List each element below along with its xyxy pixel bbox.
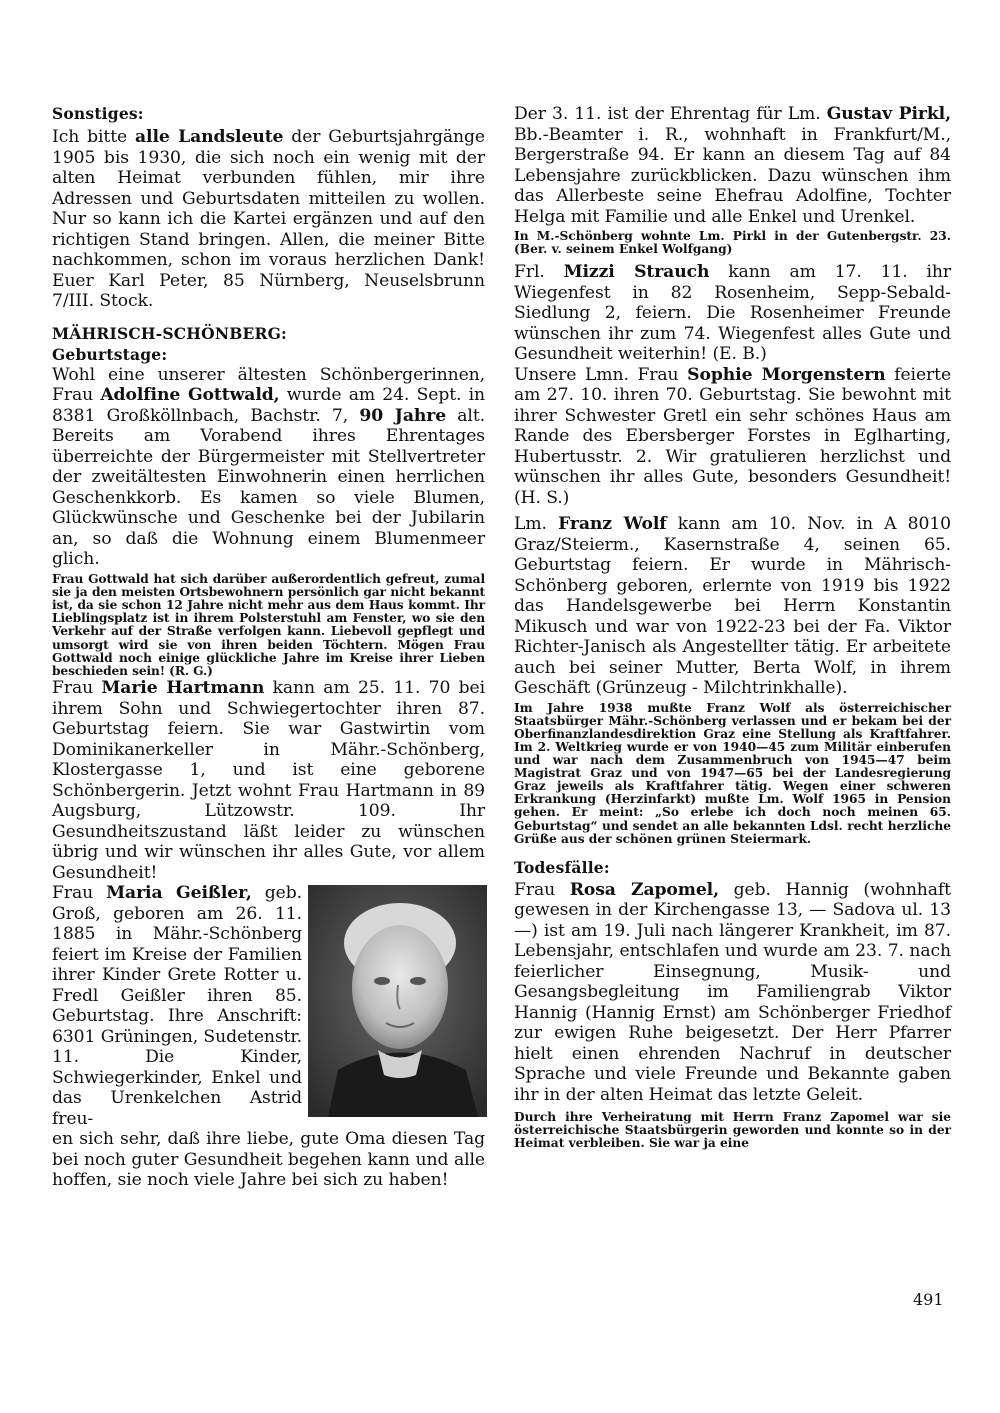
paragraph-gottwald: Wohl eine unserer ältesten Schönbergerinnen, Frau Adolfine Gottwald, wurde am 24. Sept. in 8381 Großköllnbach, Bachstr. 7, 90 Jahre alt. Bereits am Vorabend ihres Ehrentages überreichte der Bürgermeister mit Stellvertreter der zweitältesten Einwohnerin einen herrlichen Geschenkkorb. Es kamen so viele Blumen, Glückwünsche und Geschenke bei der Jubilarin an, so daß die Wohnung einem Blumenmeer glich.: [52, 364, 486, 569]
paragraph-wolf-note: Im Jahre 1938 mußte Franz Wolf als österreichischer Staatsbürger Mähr.-Schönberg verlassen und er bekam bei der Oberfinanzlandesdirektion Graz eine Stellung als Kraftfahrer. Im 2. Weltkrieg wurde er von 1940—45 zum Militär einberufen und war nach dem Zusammenbruch von 1945—47 beim Magistrat Graz und von 1947—65 bei der Landesregierung Graz jeweils als Kraftfahrer tätig. Wegen einer schweren Erkrankung (Herzinfarkt) mußte Lm. Wolf 1965 in Pension gehen. Er meint: „So erlebe ich doch noch meinen 65. Geburtstag“ und sendet an alle bekannten Ldsl. recht herzliche Grüße aus der schönen grünen Steiermark.: [514, 700, 951, 846]
paragraph-geissler-continued: en sich sehr, daß ihre liebe, gute Oma diesen Tag bei noch guter Gesundheit begehen kann und alle hoffen, sie noch viele Jahre bei sich zu haben!: [52, 1129, 485, 1191]
geissler-block: [52, 883, 485, 1191]
portrait-photo: [308, 885, 487, 1117]
paragraph-strauch: Frl. Mizzi Strauch kann am 17. 11. ihr Wiegenfest in 82 Rosenheim, Sepp-Sebald-Siedlung 2, feiern. Die Rosenheimer Freunde wünschen ihr zum 74. Wiegenfest alles Gute und Gesundheit weiterhin! (E. B.): [514, 262, 951, 365]
left-column: [52, 104, 485, 1191]
paragraph-hartmann: Frau Marie Hartmann kann am 25. 11. 70 bei ihrem Sohn und Schwiegertochter ihren 87. Geburtstag feiern. Sie war Gastwirtin vom Dominikanerkeller in Mähr.-Schönberg, Klostergasse 1, und ist eine geborene Schönbergerin. Jetzt wohnt Frau Hartmann in 89 Augsburg, Lützowstr. 109. Ihr Gesundheitszustand läßt leider zu wünschen übrig und wir wünschen ihr alles Gute, vor allem Gesundheit!: [52, 678, 486, 883]
right-column: [514, 104, 951, 1151]
paragraph-geissler: Frau Maria Geißler, geb. Groß, geboren am 26. 11. 1885 in Mähr.-Schönberg feiert im Kreise der Familien ihrer Kinder Grete Rotter u. Fredl Geißler ihren 85. Geburtstag. Ihre Anschrift: 6301 Grüningen, Sudetenstr. 11. Die Kinder, Schwiegerkinder, Enkel und das Urenkelchen Astrid freu-: [52, 883, 303, 1129]
paragraph-pirkl-note: In M.-Schönberg wohnte Lm. Pirkl in der Gutenbergstr. 23. (Ber. v. seinem Enkel Wolfgang): [514, 229, 951, 257]
page-number: 491: [913, 1290, 944, 1309]
paragraph-wolf: Lm. Franz Wolf kann am 10. Nov. in A 8010 Graz/Steierm., Kasernstraße 4, seinen 65. Geburtstag feiern. Er wurde in Mährisch-Schönberg geboren, erlernte von 1919 bis 1922 das Handelsgewerbe bei Herrn Konstantin Mikusch und war von 1922-23 bei der Fa. Viktor Richter-Janisch als Angestellter tätig. Er arbeitete auch bei seiner Mutter, Berta Wolf, in ihrem Geschäft (Grünzeug - Milchtrinkhalle).: [514, 514, 951, 699]
section-heading-maehrisch-schoenberg: MÄHRISCH-SCHÖNBERG:: [52, 323, 287, 343]
section-heading-sonstiges: Sonstiges:: [52, 104, 144, 123]
section-heading-todesfaelle: Todesfälle:: [514, 857, 610, 877]
paragraph-gottwald-note: Frau Gottwald hat sich darüber außerordentlich gefreut, zumal sie ja den meisten Ortsbewohnern persönlich gar nicht bekannt ist, da sie schon 12 Jahre nicht mehr aus dem Haus kommt. Ihr Lieblingsplatz ist in ihrem Polsterstuhl am Fenster, wo sie den Verkehr auf der Straße verfolgen kann. Liebevoll gepflegt und umsorgt wird sie von ihren beiden Töchtern. Mögen Frau Gottwald noch einige glückliche Jahre im Kreise ihrer Lieben beschieden sein! (R. G.): [52, 571, 485, 678]
paragraph-pirkl: Der 3. 11. ist der Ehrentag für Lm. Gustav Pirkl, Bb.-Beamter i. R., wohnhaft in Frankfurt/M., Bergerstraße 94. Er kann an diesem Tag auf 84 Lebensjahre zurückblicken. Dazu wünschen ihm das Allerbeste seine Ehefrau Adolfine, Tochter Helga mit Familie und alle Enkel und Urenkel.: [514, 104, 951, 227]
paragraph-morgenstern: Unsere Lmn. Frau Sophie Morgenstern feierte am 27. 10. ihren 70. Geburtstag. Sie bewohnt mit ihrer Schwester Gretl ein sehr schönes Haus am Rande des Ebersberger Forstes in Eglharting, Hubertusstr. 2. Wir gratulieren herzlichst und wünschen ihr alles Gute, besonders Gesundheit! (H. S.): [514, 364, 952, 508]
paragraph-sonstiges: Ich bitte alle Landsleute der Geburtsjahrgänge 1905 bis 1930, die sich noch ein wenig mit der alten Heimat verbunden fühlen, mir ihre Adressen und Geburtsdaten mitteilen zu wollen. Nur so kann ich die Kartei ergänzen und auf den richtigen Stand bringen. Allen, die meiner Bitte nachkommen, schon im voraus herzlichen Dank! Euer Karl Peter, 85 Nürnberg, Neuselsbrunn 7/III. Stock.: [52, 127, 485, 311]
paragraph-zapomel-note: Durch ihre Verheiratung mit Herrn Franz Zapomel war sie österreichische Staatsbürgerin geworden und konnte so in der Heimat verbleiben. Sie war ja eine: [514, 1110, 951, 1151]
paragraph-zapomel: Frau Rosa Zapomel, geb. Hannig (wohnhaft gewesen in der Kirchengasse 13, — Sadova ul. 13 —) ist am 19. Juli nach längerer Krankheit, im 87. Lebensjahr, entschlafen und wurde am 23. 7. nach feierlicher Einsegnung, Musik- und Gesangsbegleitung im Familiengrab Viktor Hannig (Hannig Ernst) am Schönberger Friedhof zur ewigen Ruhe beigesetzt. Der Herr Pfarrer hielt einen ehrenden Nachruf in deutscher Sprache und viele Freunde und Bekannte gaben ihr in der alten Heimat das letzte Geleit.: [514, 879, 951, 1105]
subheading-geburtstage: Geburtstage:: [52, 344, 168, 364]
